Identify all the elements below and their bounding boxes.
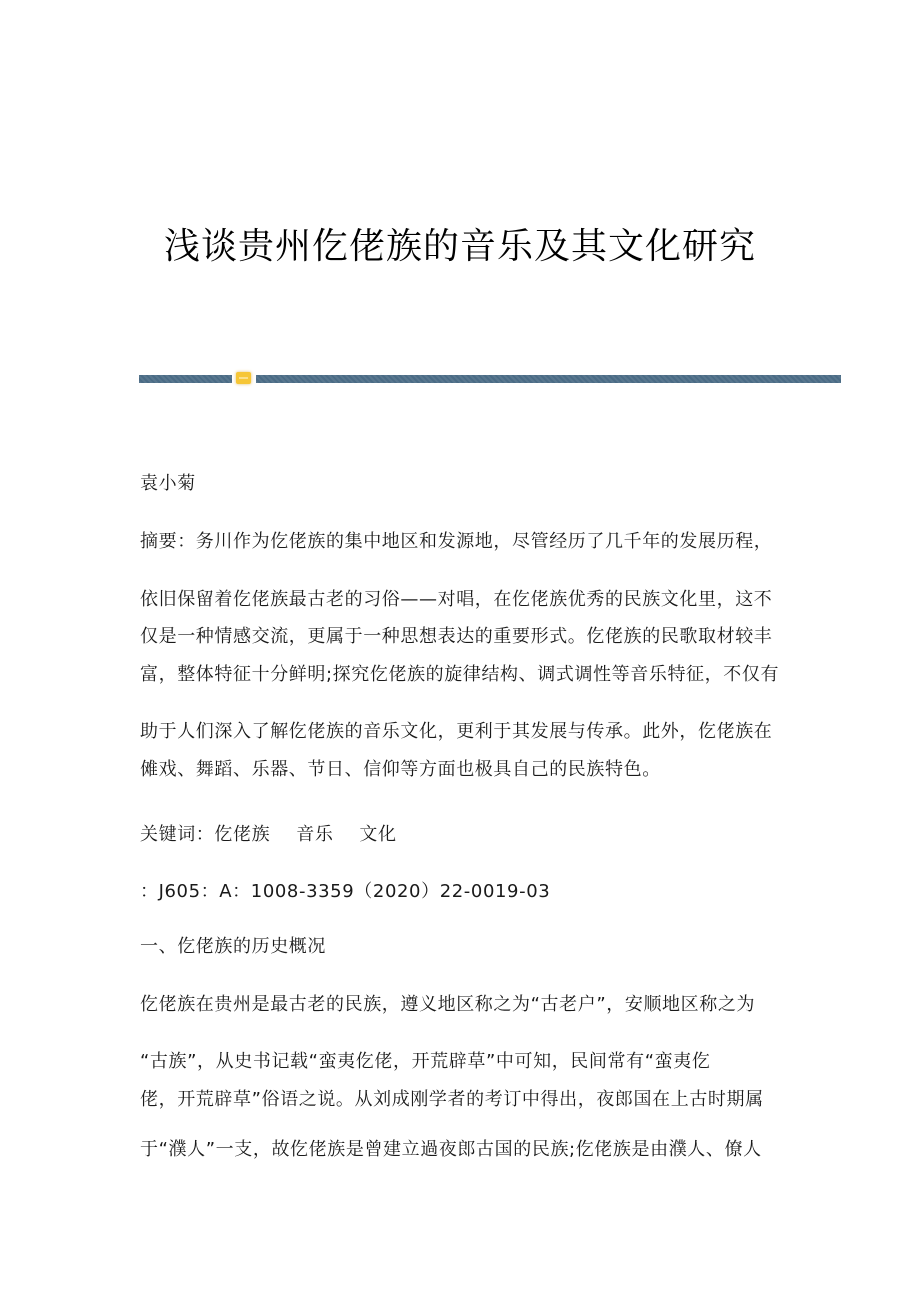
title-divider xyxy=(139,375,841,383)
abstract-line: 摘要：务川作为仡佬族的集中地区和发源地，尽管经历了几千年的发展历程， xyxy=(140,531,773,552)
abstract-line: 依旧保留着仡佬族最古老的习俗——对唱，在仡佬族优秀的民族文化里，这不 xyxy=(140,589,773,610)
keyword: 音乐 xyxy=(296,824,334,845)
divider-ornament-icon xyxy=(236,372,251,384)
keywords-label: 关键词： xyxy=(140,824,215,845)
body-line: 佬，开荒辟草”俗语之说。从刘成刚学者的考订中得出，夜郎国在上古时期属 xyxy=(140,1089,764,1110)
abstract-line: 傩戏、舞蹈、乐器、节日、信仰等方面也极具自己的民族特色。 xyxy=(140,759,661,780)
body-line: 于“濮人”一支，故仡佬族是曾建立過夜郎古国的民族;仡佬族是由濮人、僚人 xyxy=(140,1139,762,1160)
abstract-line: 富，整体特征十分鲜明;探究仡佬族的旋律结构、调式调性等音乐特征，不仅有 xyxy=(140,664,780,685)
abstract-line: 仅是一种情感交流，更属于一种思想表达的重要形式。仡佬族的民歌取材较丰 xyxy=(140,626,773,647)
keyword: 仡佬族 xyxy=(214,824,271,845)
keywords xyxy=(140,823,397,847)
author: 袁小菊 xyxy=(140,473,196,494)
body-line: “古族”，从史书记载“蛮夷仡佬，开荒辟草”中可知，民间常有“蛮夷仡 xyxy=(140,1051,711,1072)
abstract-line: 助于人们深入了解仡佬族的音乐文化，更利于其发展与传承。此外，仡佬族在 xyxy=(140,721,773,742)
classification-number: ：J605：A：1008-3359（2020）22-0019-03 xyxy=(140,881,551,902)
keyword: 文化 xyxy=(359,824,397,845)
section-heading: 一、仡佬族的历史概况 xyxy=(140,936,326,957)
divider-bar-left xyxy=(139,375,232,383)
document-title: 浅谈贵州仡佬族的音乐及其文化研究 xyxy=(163,226,756,267)
divider-bar-right xyxy=(256,375,841,383)
body-line: 仡佬族在贵州是最古老的民族，遵义地区称之为“古老户”，安顺地区称之为 xyxy=(140,994,756,1015)
